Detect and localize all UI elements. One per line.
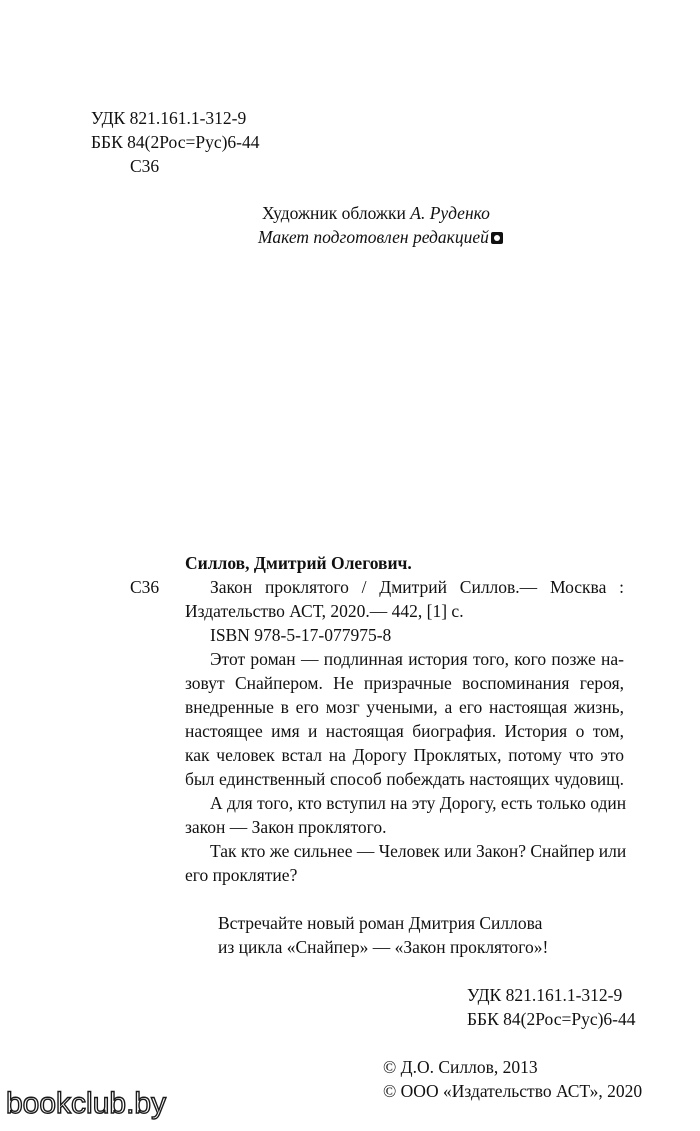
annotation-line: его проклятие? xyxy=(185,865,298,885)
isbn: ISBN 978-5-17-077975-8 xyxy=(210,625,392,645)
annotation-line: Этот роман — подлинная история того, кого позже на- xyxy=(210,649,624,669)
copyright-publisher: © ООО «Издательство АСТ», 2020 xyxy=(383,1081,643,1101)
annotation-line: как человек встал на Дорогу Проклятых, потому что это xyxy=(185,745,624,765)
annotation-line: был единственный способ побеждать настоящих чудовищ. xyxy=(185,769,624,789)
catalog-publication-line: Издательство АСТ, 2020.— 442, [1] с. xyxy=(185,601,464,621)
bbk-code: ББК 84(2Рос=Рус)6-44 xyxy=(91,132,260,152)
annotation-line: зовут Снайпером. Не призрачные воспоминания героя, xyxy=(185,673,624,693)
layout-note: Макет подготовлен редакцией xyxy=(258,227,489,247)
annotation-line: закон — Закон проклятого. xyxy=(185,817,387,837)
copyright-author: © Д.О. Силлов, 2013 xyxy=(383,1057,538,1077)
annotation-line: А для того, кто вступил на эту Дорогу, есть только один xyxy=(210,793,627,813)
catalog-title-line: Закон проклятого / Дмитрий Силлов.— Москва : xyxy=(210,577,624,597)
annotation-line: Так кто же сильнее — Человек или Закон? Снайпер или xyxy=(210,841,627,861)
cover-artist-credit xyxy=(262,201,490,225)
layout-credit xyxy=(258,225,503,249)
promo-line: Встречайте новый роман Дмитрия Силлова xyxy=(218,913,543,933)
promo-line: из цикла «Снайпер» — «Закон проклятого»! xyxy=(218,937,549,957)
annotation-line: внедренные в его мозг учеными, а его настоящая жизнь, xyxy=(185,697,624,717)
udk-code: УДК 821.161.1-312-9 xyxy=(91,108,247,128)
publisher-logo-icon xyxy=(491,232,503,244)
cover-artist-name: А. Руденко xyxy=(410,203,490,223)
udk-code-repeat: УДК 821.161.1-312-9 xyxy=(467,985,623,1005)
cover-artist-label: Художник обложки xyxy=(262,203,411,223)
catalog-author-mark: С36 xyxy=(130,577,160,597)
site-watermark: bookclub.by xyxy=(6,1087,167,1120)
author-heading: Силлов, Дмитрий Олегович. xyxy=(185,553,412,573)
annotation-line: настоящее имя и настоящая биография. История о том, xyxy=(185,721,624,741)
bbk-code-repeat: ББК 84(2Рос=Рус)6-44 xyxy=(467,1009,636,1029)
author-mark: С36 xyxy=(130,156,160,176)
